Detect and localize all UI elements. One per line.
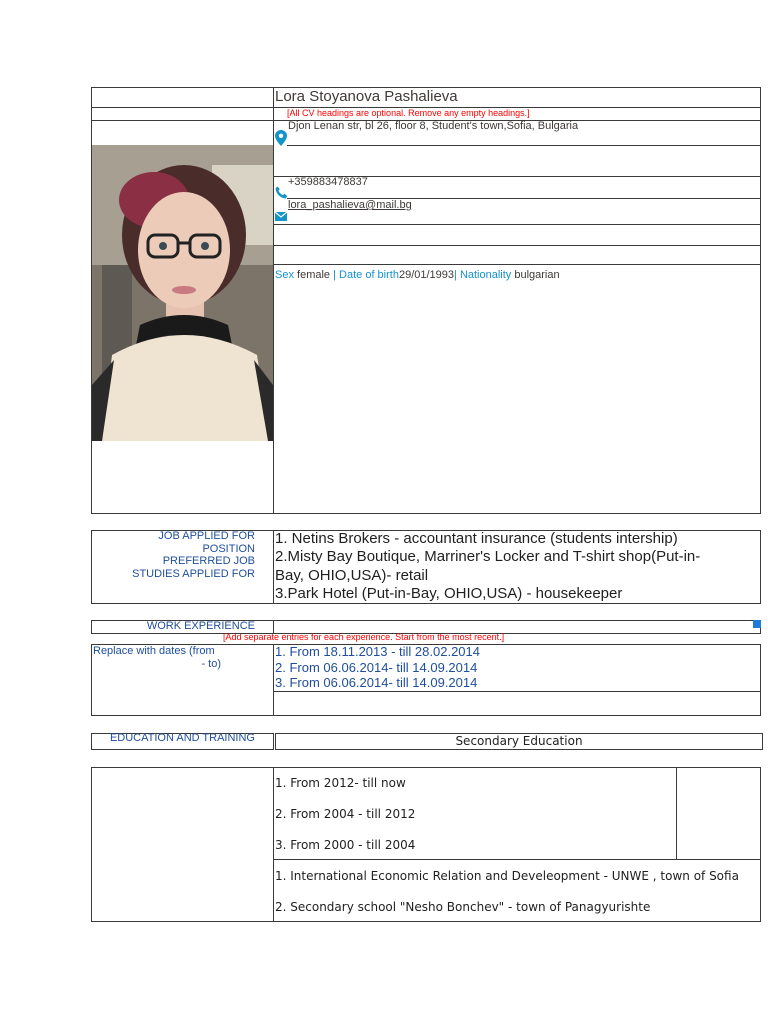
phone-icon — [275, 186, 288, 199]
list-item: 3. From 06.06.2014- till 14.09.2014 — [275, 675, 478, 690]
location-pin-icon — [275, 130, 287, 146]
personal-info — [275, 269, 560, 281]
list-item: 2. From 06.06.2014- till 14.09.2014 — [275, 659, 478, 675]
headings-note: [All CV headings are optional. Remove any empty headings.] — [287, 108, 530, 118]
heading-marker-icon — [753, 620, 761, 628]
phone-number: +359883478837 — [288, 176, 368, 188]
education-heading: EDUCATION AND TRAINING — [109, 732, 255, 744]
dob-label: Date of birth — [339, 269, 399, 281]
work-experience-heading: WORK EXPERIENCE — [146, 620, 255, 632]
list-item: 2.Misty Bay Boutique, Marriner's Locker and T-shirt shop(Put-in- — [275, 548, 701, 566]
work-experience-list — [275, 644, 480, 691]
list-item: 1. From 18.11.2013 - till 28.02.2014 — [275, 644, 480, 659]
nationality-label: Nationality — [459, 269, 512, 281]
nationality-value: bulgarian — [511, 269, 560, 281]
cv-name: Lora Stoyanova Pashalieva — [275, 88, 458, 105]
separator: | — [454, 269, 460, 281]
education-periods — [275, 768, 415, 861]
dates-label: Replace with dates (from - to) — [93, 645, 221, 670]
list-item: 1. International Economic Relation and Develeopment - UNWE , town of Sofia — [275, 869, 739, 883]
list-item: 1. From 2012- till now — [275, 776, 406, 790]
header-column-divider — [273, 87, 274, 514]
envelope-icon — [275, 212, 287, 221]
list-item: 3.Park Hotel (Put-in-Bay, OHIO,USA) - housekeeper — [275, 584, 623, 602]
dob-value: 29/01/1993 — [398, 269, 455, 281]
email-link[interactable]: lora_pashalieva@mail.bg — [288, 199, 412, 211]
list-item: 1. Netins Brokers - accountant insurance (students intership) — [275, 530, 678, 547]
separator: | — [333, 269, 340, 281]
list-item: 3. From 2000 - till 2004 — [275, 838, 416, 852]
list-item: 2. Secondary school "Nesho Bonchev" - town of Panagyurishte — [275, 900, 651, 914]
address: Djon Lenan str, bl 26, floor 8, Student's town,Sofia, Bulgaria — [288, 120, 579, 132]
job-applied-label: JOB APPLIED FOR POSITION PREFERRED JOB STUDIES APPLIED FOR — [132, 530, 255, 580]
list-item: Bay, OHIO,USA)- retail — [275, 566, 429, 584]
profile-photo — [92, 145, 273, 441]
list-item: 2. From 2004 - till 2012 — [275, 807, 416, 821]
sex-label: Sex — [275, 269, 294, 281]
job-applied-list — [275, 530, 760, 603]
education-institutions — [275, 861, 739, 923]
education-title: Secondary Education — [455, 734, 583, 748]
sex-value: female — [293, 269, 334, 281]
work-experience-note: [Add separate entries for each experience. Start from the most recent.] — [223, 632, 505, 642]
